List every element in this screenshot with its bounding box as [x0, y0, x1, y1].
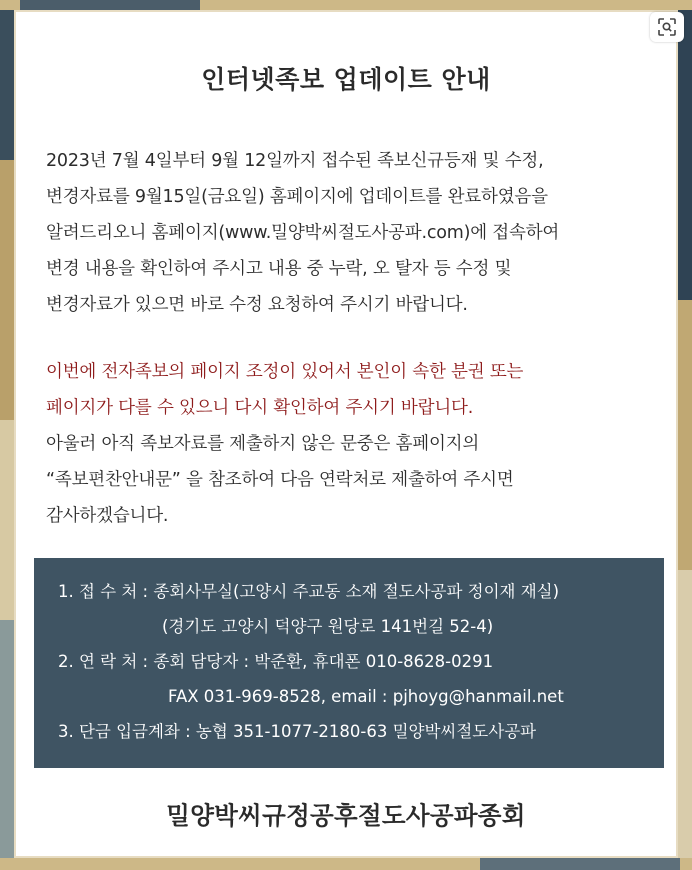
notice-paragraph-update [46, 143, 666, 323]
border-patch [0, 620, 14, 870]
paragraph-line: 변경 내용을 확인하여 주시고 내용 중 누락, 오 탈자 등 수정 및 [46, 259, 512, 279]
border-patch [0, 420, 14, 620]
border-patch [0, 0, 14, 160]
border-patch [678, 570, 692, 870]
border-patch [678, 300, 692, 570]
notice-card [14, 10, 678, 858]
info-reception: 1. 접 수 처 : 종회사무실(고양시 주교동 소재 절도사공파 정이재 재실) [58, 582, 560, 601]
organization-name: 밀양박씨규정공후절도사공파종회 [166, 801, 526, 830]
info-reception-address: (경기도 고양시 덕양구 원당로 141번길 52-4) [162, 617, 494, 636]
border-patch [0, 160, 14, 420]
lens-zoom-icon [657, 17, 677, 37]
zoom-button[interactable] [650, 12, 684, 42]
highlight-line: 이번에 전자족보의 페이지 조정이 있어서 본인이 속한 분권 또는 [46, 362, 524, 382]
paragraph-line: 아울러 아직 족보자료를 제출하지 않은 문중은 홈페이지의 [46, 434, 480, 454]
paragraph-line: “족보편찬안내문” 을 참조하여 다음 연락처로 제출하여 주시면 [46, 470, 514, 490]
paragraph-line: 알려드리오니 홈페이지(www.밀양박씨절도사공파.com)에 접속하여 [46, 223, 560, 243]
paragraph-line: 2023년 7월 4일부터 9월 12일까지 접수된 족보신규등재 및 수정, [46, 151, 544, 171]
info-bank-account: 3. 단금 입금계좌 : 농협 351-1077-2180-63 밀양박씨절도사공파 [58, 722, 537, 741]
info-contact: 2. 연 락 처 : 종회 담당자 : 박준환, 휴대폰 010-8628-0291 [58, 652, 494, 671]
notice-title: 인터넷족보 업데이트 안내 [201, 65, 491, 94]
notice-paragraph-submit [46, 354, 666, 534]
paragraph-line: 변경자료가 있으면 바로 수정 요청하여 주시기 바랍니다. [46, 295, 468, 315]
paragraph-line: 감사하겠습니다. [46, 506, 169, 526]
border-patch [678, 0, 692, 300]
highlight-line: 페이지가 다를 수 있으니 다시 확인하여 주시기 바랍니다. [46, 398, 474, 418]
contact-info-box [34, 558, 664, 768]
info-fax-email: FAX 031-969-8528, email : pjhoyg@hanmail.net [168, 687, 564, 706]
border-patch [480, 858, 680, 870]
paragraph-line: 변경자료를 9월15일(금요일) 홈페이지에 업데이트를 완료하였음을 [46, 187, 548, 207]
border-patch [20, 0, 200, 10]
